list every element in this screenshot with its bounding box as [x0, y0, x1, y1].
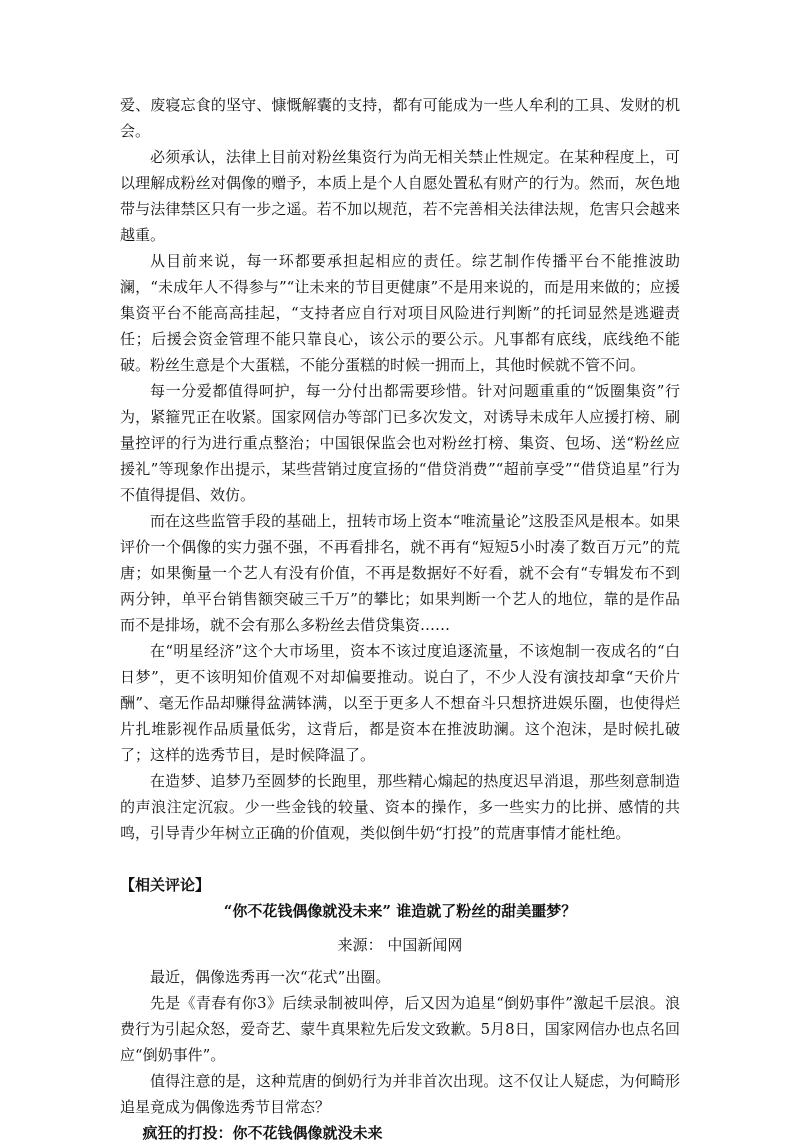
document-body	[120, 92, 680, 1146]
title-spacer	[120, 924, 680, 932]
paragraph-continued: 爱、废寝忘食的坚守、慷慨解囊的支持，都有可能成为一些人牟利的工具、发财的机会。	[120, 96, 680, 140]
article-paragraph-1: 最近，偶像选秀再一次“花式”出圈。	[150, 968, 391, 986]
paragraph-conclusion: 在造梦、追梦乃至圆梦的长跑里，那些精心煽起的热度迟早消退，那些刻意制造的声浪注定沉寂。少一些金钱的较量、资本的操作，多一些实力的比拼、感情的共鸣，引导青少年树立正确的价值观，类似倒牛奶“打投”的荒唐事情才能杜绝。	[120, 772, 680, 842]
paragraph-star-economy: 在“明星经济”这个大市场里，资本不该过度追逐流量，不该炮制一夜成名的“白日梦”，更不该明知价值观不对却偏要推动。说白了，不少人没有演技却拿“天价片酬”、毫无作品却赚得盆满钵满，以至于更多人不想奋斗只想挤进娱乐圈，也使得烂片扎堆影视作品质量低劣，这背后，都是资本在推波助澜。这个泡沫，是时候扎破了；这样的选秀节目，是时候降温了。	[120, 642, 680, 764]
article-subheading: 疯狂的打投：你不花钱偶像就没未来	[142, 1124, 383, 1142]
section-spacer	[120, 846, 680, 872]
paragraph-capital: 而在这些监管手段的基础上，扭转市场上资本“唯流量论”这股歪风是根本。如果评价一个偶像的实力强不强，不再看排名，就不再有“短短5小时凑了数百万元”的荒唐；如果衡量一个艺人有没有价值，不再是数据好不好看，就不会有“专辑发布不到两分钟，单平台销售额突破三千万”的攀比；如果判断一个艺人的地位，靠的是作品而不是排场，就不会有那么多粉丝去借贷集资……	[120, 512, 680, 634]
paragraph-regulation: 每一分爱都值得呵护，每一分付出都需要珍惜。针对问题重重的“饭圈集资”行为，紧箍咒正在收紧。国家网信办等部门已多次发文，对诱导未成年人应援打榜、刷量控评的行为进行重点整治；中国银保监会也对粉丝打榜、集资、包场、送“粉丝应援礼”等现象作出提示，某些营销过度宣扬的“借贷消费”“超前享受”“借贷追星”行为不值得提倡、效仿。	[120, 382, 680, 504]
section-label: 【相关评论】	[120, 876, 211, 894]
article-title: “你不花钱偶像就没未来” 谁造就了粉丝的甜美噩梦？	[223, 902, 577, 920]
article-paragraph-3: 值得注意的是，这种荒唐的倒奶行为并非首次出现。这不仅让人疑虑，为何畸形追星竟成为偶像选秀节目常态？	[120, 1072, 680, 1116]
article-source: 来源： 中国新闻网	[337, 936, 463, 954]
paragraph-law: 必须承认，法律上目前对粉丝集资行为尚无相关禁止性规定。在某种程度上，可以理解成粉丝对偶像的赠予，本质上是个人自愿处置私有财产的行为。然而，灰色地带与法律禁区只有一步之遥。若不加以规范，若不完善相关法律法规，危害只会越来越重。	[120, 148, 680, 244]
paragraph-responsibility: 从目前来说，每一环都要承担起相应的责任。综艺制作传播平台不能推波助澜，“未成年人不得参与”“让未来的节目更健康”不是用来说的，而是用来做的；应援集资平台不能高高挂起，“支持者应自行对项目风险进行判断”的托词显然是逃避责任；后援会资金管理不能只靠良心，该公示的要公示。凡事都有底线，底线绝不能破。粉丝生意是个大蛋糕，不能分蛋糕的时候一拥而上，其他时候就不管不问。	[120, 252, 680, 374]
article-paragraph-2: 先是《青春有你3》后续录制被叫停，后又因为追星“倒奶事件”激起千层浪。浪费行为引起众怒，爱奇艺、蒙牛真果粒先后发文致歉。5月8日，国家网信办也点名回应“倒奶事件”。	[120, 994, 680, 1064]
